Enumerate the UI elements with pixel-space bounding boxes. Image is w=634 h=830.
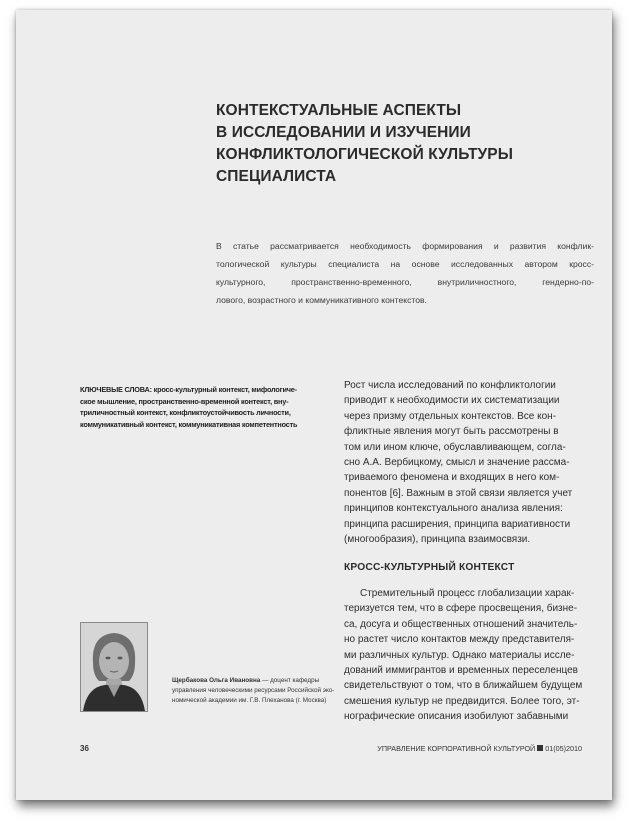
body-line: дований иммигрантов и временных переселенцев	[344, 665, 578, 677]
author-line	[172, 676, 342, 686]
body-line: фликтные явления могут быть рассмотрены в	[344, 426, 559, 438]
keywords-line: коммуникативный контекст, коммуникативная компетентность	[80, 419, 298, 429]
body-line: том или ином ключе, обуславливающем, согла-	[344, 441, 566, 453]
author-name: Щербакова Ольга Ивановна	[172, 677, 261, 684]
abstract	[216, 237, 594, 309]
title-line: КОНФЛИКТОЛОГИЧЕСКОЙ КУЛЬТУРЫ	[216, 146, 513, 163]
body-line: Стремительный процесс глобализации харак-	[360, 588, 575, 599]
author-line: управления человеческими ресурсами Российской эко-	[172, 687, 335, 694]
author-portrait-image	[81, 623, 147, 711]
body-line: приводит к необходимости их систематизации	[344, 395, 560, 407]
title-line: В ИССЛЕДОВАНИИ И ИЗУЧЕНИИ	[216, 124, 471, 141]
abstract-line: культурного, пространственно-временного, внутриличностного, гендерно-по-	[216, 277, 594, 287]
body-line: принципа расширения, принципа вариативности	[344, 518, 571, 530]
body-line: триваемого феномена и входящих в него ком-	[344, 472, 560, 484]
body-line: ми различных культур. Однако материалы иссле-	[344, 649, 575, 661]
intro-paragraph	[344, 378, 596, 547]
body-line: но растет число контактов между представителя-	[344, 634, 575, 646]
author-photo	[80, 622, 148, 712]
page-number: 36	[80, 744, 89, 753]
journal-name: УПРАВЛЕНИЕ КОРПОРАТИВНОЙ КУЛЬТУРОЙ	[377, 744, 536, 753]
article-title	[216, 100, 596, 188]
author-info	[172, 676, 342, 706]
body-line: через призму отдельных контекстов. Все кон-	[344, 410, 557, 422]
keywords-line: КЛЮЧЕВЫЕ СЛОВА: кросс-культурный контекст, мифологиче-	[80, 385, 297, 394]
abstract-line: тологической культуры специалиста на основе исследованных автором кросс-	[216, 259, 594, 269]
body-line: са, досуга и общественных отношений значитель-	[344, 618, 578, 630]
journal-issue: 01(05)2010	[545, 744, 582, 753]
journal-page	[16, 10, 612, 800]
author-affiliation: — доцент кафедры	[262, 677, 320, 684]
abstract-line: В статье рассматривается необходимость формирования и развития конфлик-	[216, 241, 594, 251]
abstract-line: лового, возрастного и коммуникативного контекстов.	[216, 295, 427, 305]
title-line: СПЕЦИАЛИСТА	[216, 168, 337, 185]
body-line: теризуется тем, что в сфере просвещения, бизне-	[344, 603, 578, 615]
body-line: понентов [6]. Важным в этой связи является учет	[344, 487, 573, 499]
journal-footer	[377, 744, 582, 753]
body-line: нографические описания изобилуют забавными	[344, 711, 569, 723]
author-line: номической академии им. Г.В. Плеханова (г. Москва)	[172, 697, 327, 704]
body-line: Рост числа исследований по конфликтологии	[344, 380, 556, 391]
body-line: (многообразия), принципа взаимосвязи.	[344, 534, 531, 546]
square-bullet-icon	[537, 745, 543, 751]
section-heading: КРОСС-КУЛЬТУРНЫЙ КОНТЕКСТ	[344, 562, 515, 573]
keywords	[80, 384, 340, 430]
keywords-line: ское мышление, пространственно-временной контекст, вну-	[80, 396, 289, 406]
keywords-line: триличностный контекст, конфликтоустойчивость личности,	[80, 408, 291, 417]
title-line: КОНТЕКСТУАЛЬНЫЕ АСПЕКТЫ	[216, 102, 462, 119]
body-line: смешения культур не предвидится. Более того, эт-	[344, 695, 580, 707]
body-line: принципов контекстуального анализа явления:	[344, 503, 563, 515]
body-line: свидетельствуют о том, что в ближайшем будущем	[344, 680, 583, 692]
section-paragraph	[344, 586, 596, 725]
body-line: сно А.А. Вербицкому, смысл и значение рассма-	[344, 457, 570, 469]
